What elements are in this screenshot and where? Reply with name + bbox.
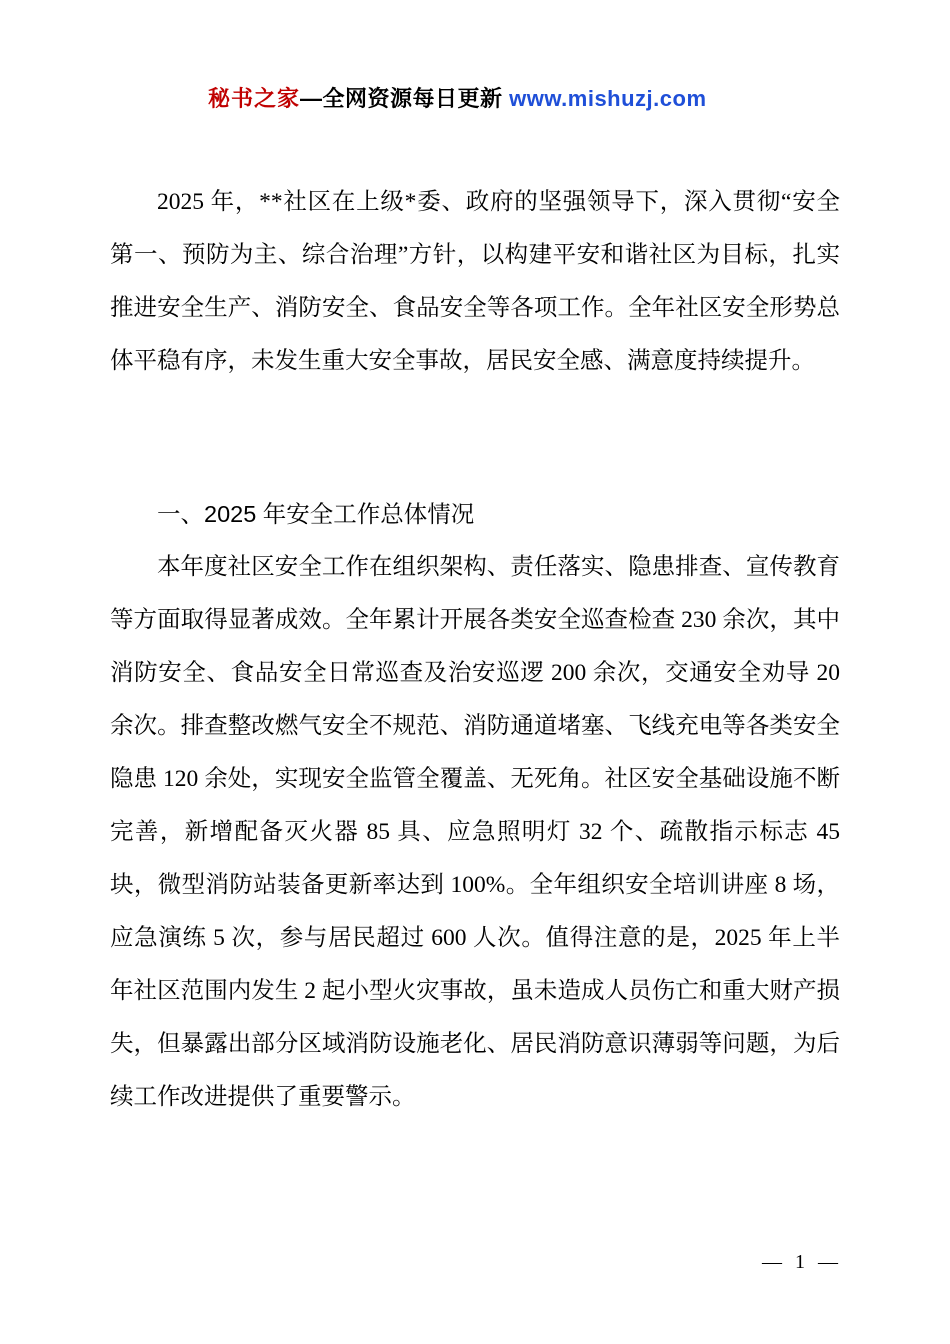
site-url-link[interactable]: www.mishuzj.com bbox=[509, 86, 707, 111]
site-brand-text: 秘书之家 bbox=[208, 86, 301, 111]
intro-paragraph: 2025 年，**社区在上级*委、政府的坚强领导下，深入贯彻“安全第一、预防为主、综合治理”方针，以构建平安和谐社区为目标，扎实推进安全生产、消防安全、食品安全等各项工作。全年社区安全形势总体平稳有序，未发生重大安全事故，居民安全感、满意度持续提升。 bbox=[110, 189, 840, 374]
page-number: — 1 — bbox=[762, 1251, 842, 1273]
site-watermark-header bbox=[208, 86, 850, 112]
section-one-heading: 一、2025 年安全工作总体情况 bbox=[157, 501, 475, 527]
section-gap bbox=[110, 388, 840, 488]
section-one-paragraph: 本年度社区安全工作在组织架构、责任落实、隐患排查、宣传教育等方面取得显著成效。全年累计开展各类安全巡查检查 230 余次，其中消防安全、食品安全日常巡查及治安巡逻 200 余次，交通安全劝导 20 余次。排查整改燃气安全不规范、消防通道堵塞、飞线充电等各类安全隐患 120 余处，实现安全监管全覆盖、无死角。社区安全基础设施不断完善，新增配备灭火器 85 具、应急照明灯 32 个、疏散指示标志 45 块，微型消防站装备更新率达到 100%。全年组织安全培训讲座 8 场，应急演练 5 次，参与居民超过 600 人次。值得注意的是，2025 年上半年社区范围内发生 2 起小型火灾事故，虽未造成人员伤亡和重大财产损失，但暴露出部分区域消防设施老化、居民消防意识薄弱等问题，为后续工作改进提供了重要警示。 bbox=[110, 554, 840, 1110]
document-body bbox=[110, 176, 840, 1124]
site-tagline-text: —全网资源每日更新 bbox=[300, 86, 510, 111]
